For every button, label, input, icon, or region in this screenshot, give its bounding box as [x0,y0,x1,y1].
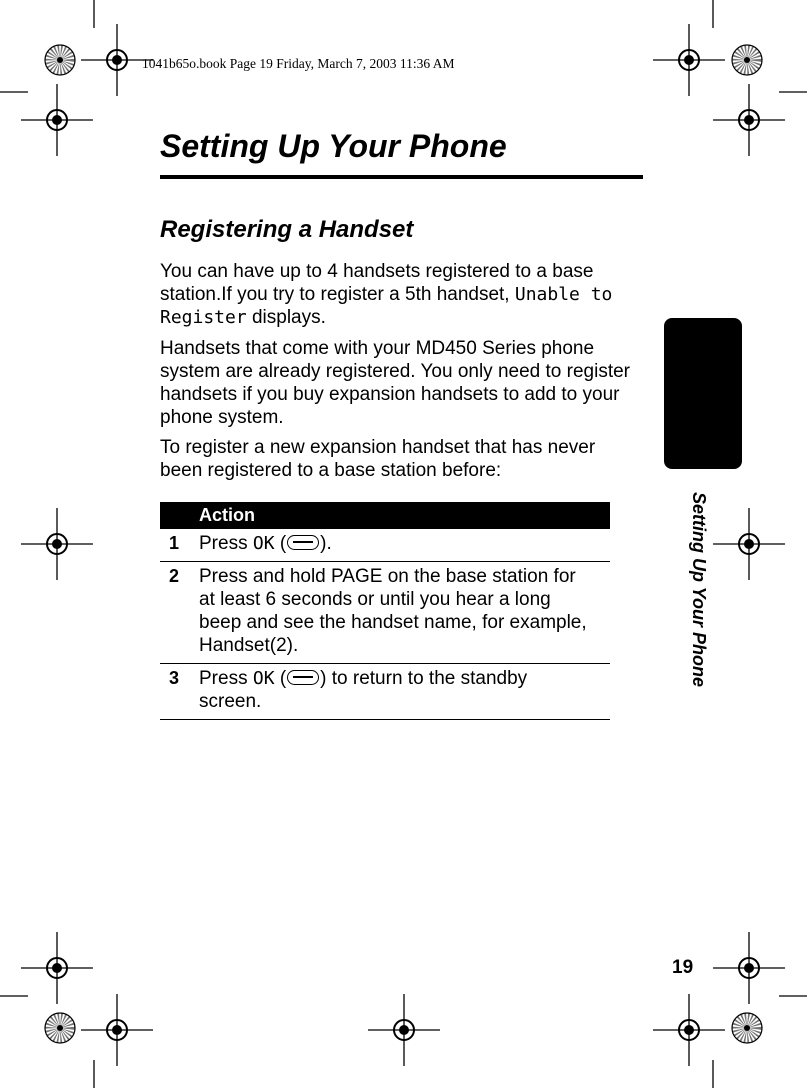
page-number: 19 [672,957,694,978]
registration-mark-mid-left [21,508,93,580]
paragraph-text: displays. [246,307,326,328]
step-row [160,562,610,664]
step-text: ( [274,533,287,554]
step-number: 2 [169,566,180,586]
lcd-message: Unable to Register [160,284,613,328]
chapter-side-tab [664,318,742,469]
step-row [160,664,610,720]
step-text: ). [320,533,332,554]
paragraph-handset-limit [160,260,638,329]
step-number: 3 [169,668,180,688]
paragraph-intro-steps: To register a new expansion handset that has never been registered to a base station before: [160,437,596,481]
registration-mark-bottom-right [653,932,785,1066]
ok-key-label: OK [252,533,275,554]
paragraph-included-handsets: Handsets that come with your MD450 Series phone system are already registered. You only need to register handsets if you buy expansion handsets to add to your phone system. [160,338,630,428]
registration-mark-bottom-left [21,932,153,1066]
registration-mark-top-right [653,24,785,156]
step-text: Press and hold PAGE on the base station for at least 6 seconds or until you hear a long beep and see the handset name, for example, Handset(2). [199,566,587,656]
step-number: 1 [169,533,180,553]
steps-table [160,502,610,720]
softkey-icon [287,670,319,685]
step-text: ( [274,668,287,689]
registration-mark-mid-right [713,508,785,580]
step-text: Press [199,533,253,554]
print-slug: 1041b65o.book Page 19 Friday, March 7, 2003 11:36 AM [142,56,455,71]
registration-mark-top-left [21,24,153,156]
chapter-title: Setting Up Your Phone [160,128,507,164]
section-heading: Registering a Handset [160,216,414,243]
steps-table-header: Action [160,502,610,529]
title-rule [160,175,643,179]
softkey-icon [287,535,319,550]
paragraph-text: You can have up to 4 handsets registered to a base station.If you try to register a 5th handset, [160,261,594,305]
step-row [160,529,610,562]
side-tab-label: Setting Up Your Phone [689,492,709,688]
ok-key-label: OK [252,668,275,689]
step-text: ) to return to the standby screen. [199,668,528,712]
step-text: Press [199,668,253,689]
registration-mark-bottom-center [368,994,440,1066]
